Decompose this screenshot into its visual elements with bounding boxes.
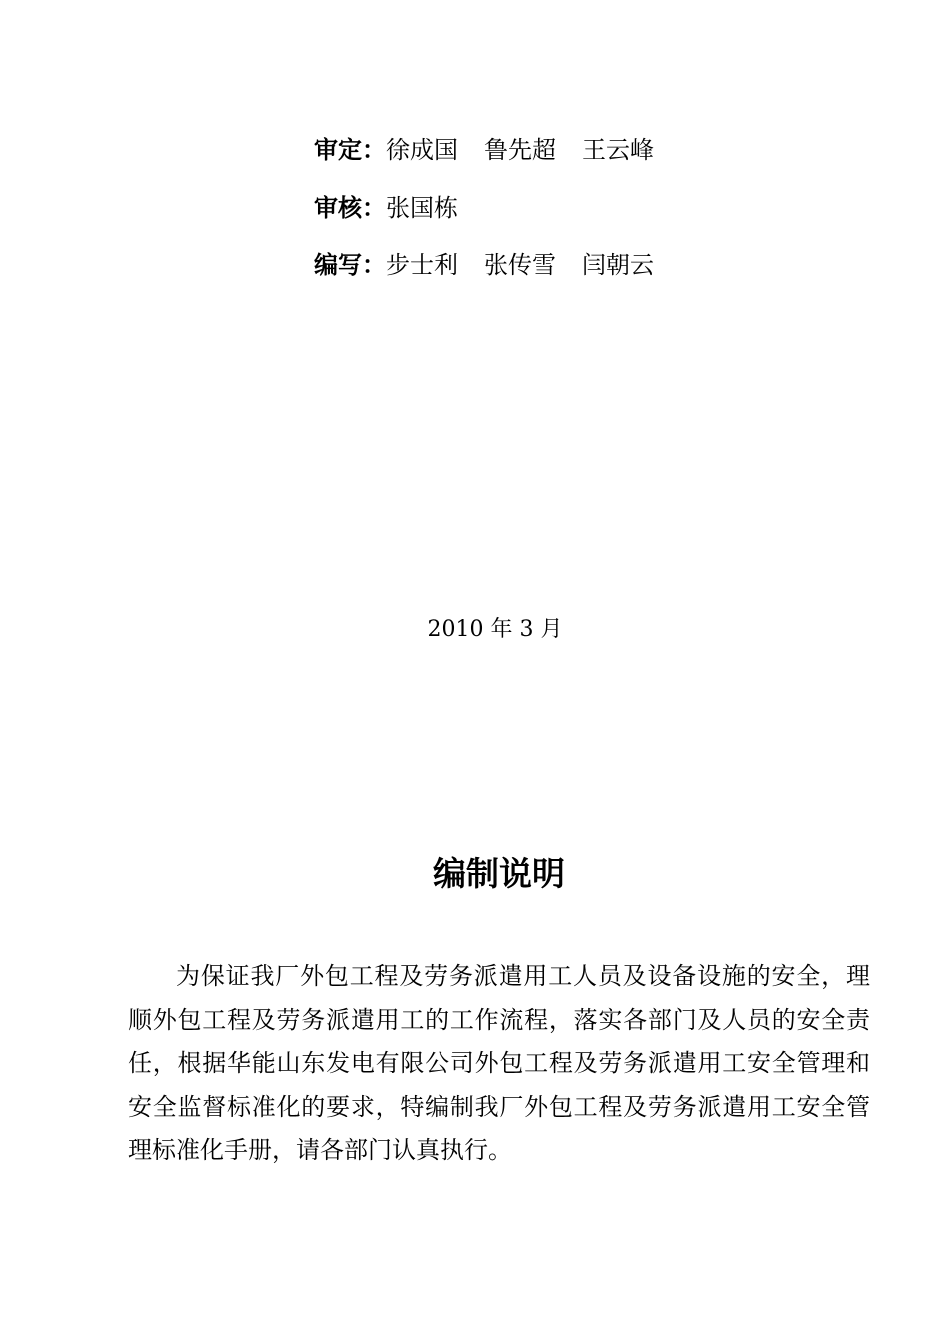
credit-row-approval xyxy=(314,128,874,186)
credit-row-review xyxy=(314,186,874,244)
credit-name: 闫朝云 xyxy=(582,251,654,279)
section-body: 为保证我厂外包工程及劳务派遣用工人员及设备设施的安全，理顺外包工程及劳务派遣用工的工作流程，落实各部门及人员的安全责任，根据华能山东发电有限公司外包工程及劳务派遣用工安全管理和安全监督标准化的要求，特编制我厂外包工程及劳务派遣用工安全管理标准化手册，请各部门认真执行。 xyxy=(128,962,870,1165)
publication-date: 2010 年 3 月 xyxy=(427,617,563,642)
credit-name: 步士利 xyxy=(386,251,458,279)
credit-name: 鲁先超 xyxy=(484,136,556,164)
credit-name: 张国栋 xyxy=(386,193,458,222)
credits-block xyxy=(314,128,874,301)
credit-name: 张传雪 xyxy=(484,251,556,279)
credit-name: 王云峰 xyxy=(582,136,654,164)
credit-row-authors xyxy=(314,243,874,301)
section-title: 编制说明 xyxy=(433,854,565,893)
credit-role: 审定： xyxy=(314,136,386,164)
credit-role: 审核： xyxy=(314,193,386,222)
credit-role: 编写： xyxy=(314,251,386,279)
credit-name: 徐成国 xyxy=(386,136,458,164)
